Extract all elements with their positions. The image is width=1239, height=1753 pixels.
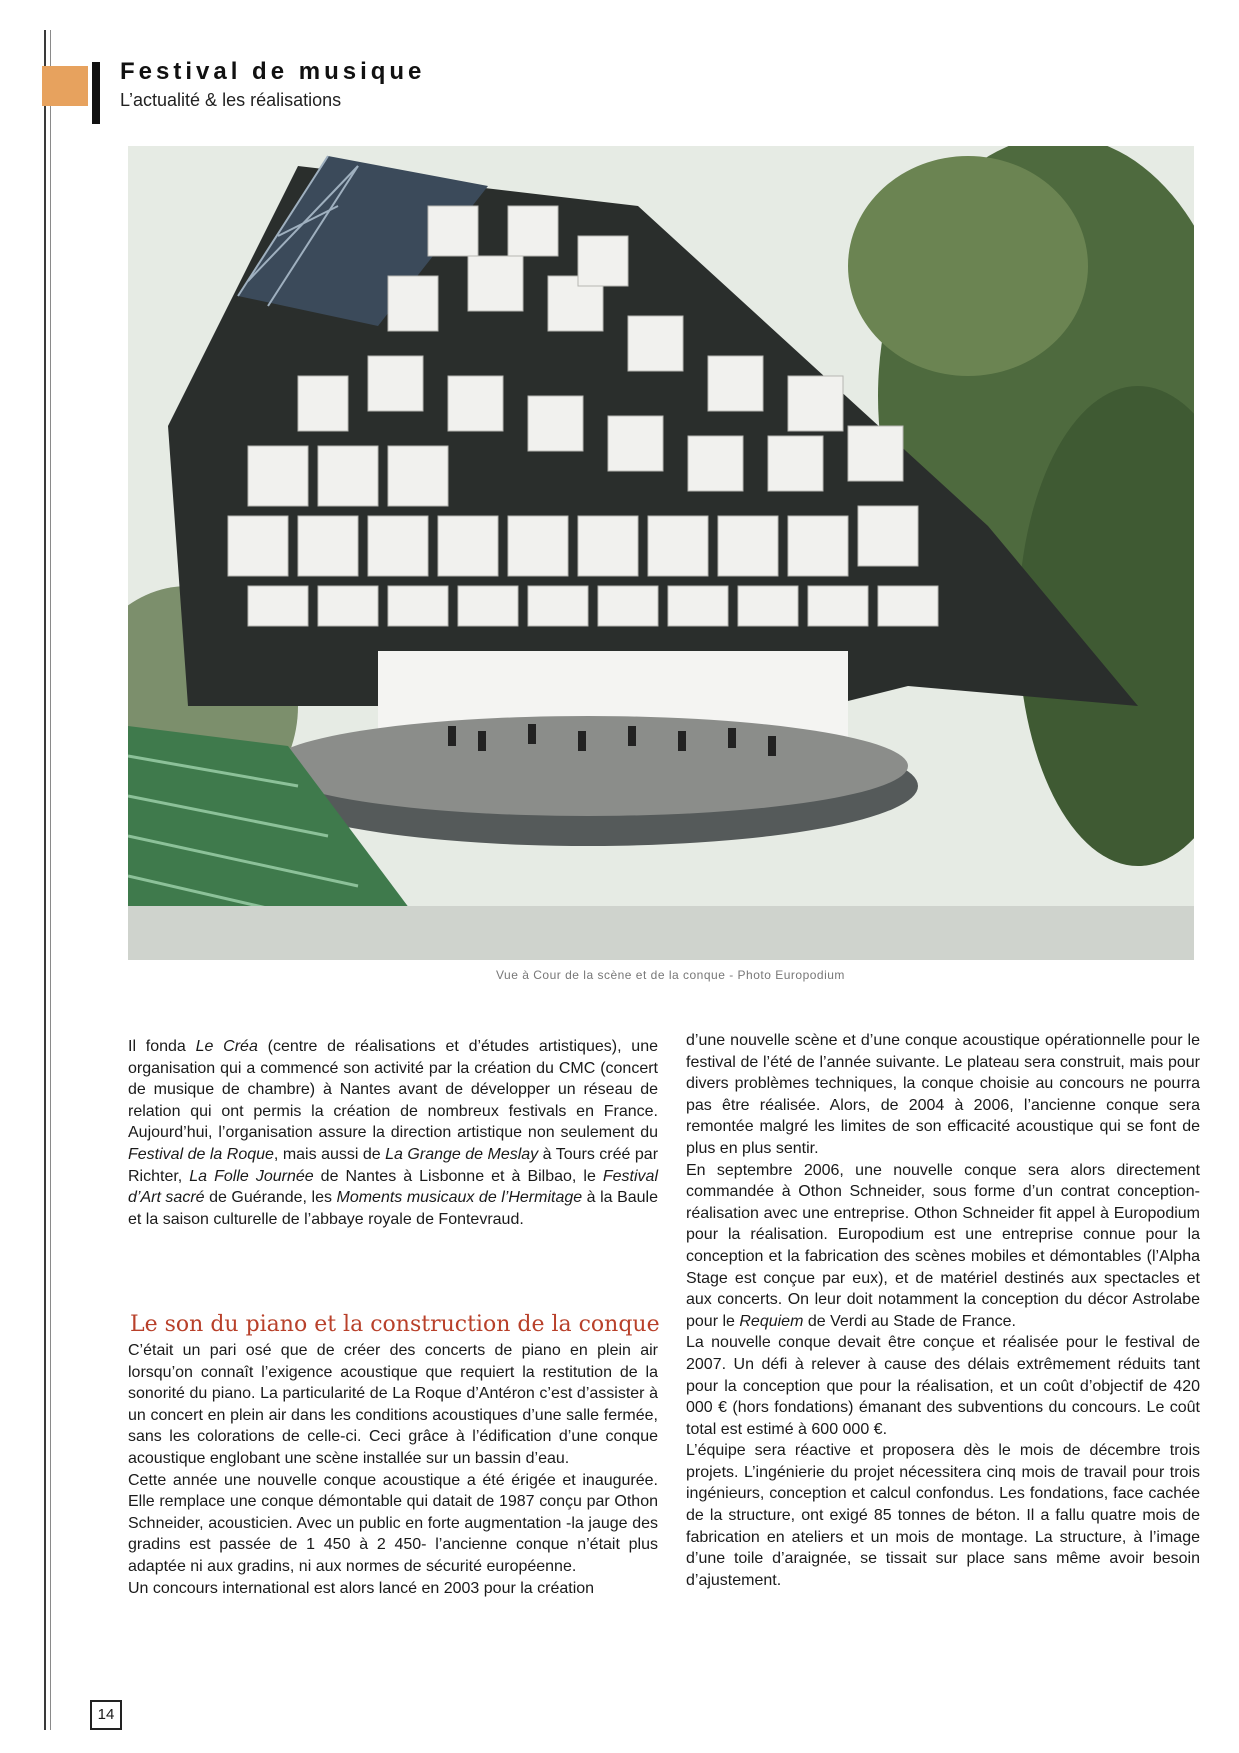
- section-tag-orange: [42, 66, 88, 106]
- paragraph: d’une nouvelle scène et d’une conque acoustique opérationnelle pour le festival de l’été de l’année suivante. Le plateau sera construit, mais pour divers problèmes techniques, la conque choisie au concours ne pourra pas être réalisée. Alors, de 2004 à 2006, l’ancienne conque sera remontée malgré les limites de son efficacité acoustique qui se font de plus en plus sentir.: [686, 1032, 1200, 1157]
- paragraph: L’équipe sera réactive et proposera dès le mois de décembre trois projets. L’ingénierie du projet nécessitera cinq mois de travail pour trois ingénieurs, conception et calcul confondus. Les fondations, face cachée de la structure, ont exigé 85 tonnes de béton. Il a fallu quatre mois de fabrication en ateliers et un mois de montage. La structure, à l’image d’une toile d’araignée, se tissait sur place sans même avoir besoin d’ajustement.: [686, 1442, 1200, 1589]
- intro-paragraph: Il fonda Le Créa (centre de réalisations et d’études artistiques), une organisation qui a commencé son activité par la création du CMC (concert de musique de chambre) à Nantes avant de développer un réseau de relation qui ont permis la création de nombreux festivals en France. Aujourd’hui, l’organisation assure la direction artistique non seulement du Festival de la Roque, mais aussi de La Grange de Meslay à Tours créé par Richter, La Folle Journée de Nantes à Lisbonne et à Bilbao, le Festival d’Art sacré de Guérande, les Moments musicaux de l’Hermitage à la Baule et la saison culturelle de l’abbaye royale de Fontevraud.: [128, 1038, 659, 1228]
- paragraph: La nouvelle conque devait être conçue et réalisée pour le festival de 2007. Un défi à relever à cause des délais extrêmement réduits tant pour la conception que pour la réalisation, et un coût d’objectif de 420 000 € (hors fondations) émanant des subventions du concours. Le coût total est estimé à 600 000 €.: [686, 1334, 1200, 1438]
- left-column-body: [128, 1340, 658, 1599]
- acoustic-shell-photo: [128, 146, 1194, 960]
- page-number: 14: [90, 1700, 122, 1730]
- paragraph: Cette année une nouvelle conque acoustique a été érigée et inaugurée. Elle remplace une conque démontable qui datait de 1987 conçu par Othon Schneider, acousticien. Avec un public en forte augmentation -la jauge des gradins est passée de 1 450 à 2 450- l’ancienne conque n’était plus adaptée ni aux gradins, ni aux normes de sécurité européenne.: [128, 1471, 658, 1575]
- section-tag-bar: [92, 62, 100, 124]
- binding-line-inner: [50, 30, 51, 1730]
- page-title: Festival de musique: [120, 58, 426, 85]
- binding-line: [44, 30, 46, 1730]
- stage-illustration: [128, 146, 1194, 960]
- paragraph: En septembre 2006, une nouvelle conque sera alors directement commandée à Othon Schneider, sous forme d’un contrat conception-réalisation avec une entreprise. Othon Schneider fit appel à Europodium pour la réalisation. Europodium est une entreprise connue pour la conception et la fabrication des scènes mobiles et démontables (l’Alpha Stage est conçue par eux), et de matériel destinés aux spectacles et aux concerts. On leur doit notamment la conception du décor Astrolabe pour le Requiem de Verdi au Stade de France.: [686, 1161, 1200, 1330]
- right-column-body: [686, 1030, 1200, 1591]
- paragraph: Un concours international est alors lancé en 2003 pour la création: [128, 1579, 595, 1597]
- section-heading: Le son du piano et la construction de la conque: [130, 1312, 660, 1337]
- page-subtitle: L’actualité & les réalisations: [120, 90, 342, 110]
- photo-caption: Vue à Cour de la scène et de la conque - Photo Europodium: [496, 968, 845, 982]
- paragraph: C’était un pari osé que de créer des concerts de piano en plein air lorsqu’on connaît l’exigence acoustique que requiert la restitution de la sonorité du piano. La particularité de La Roque d’Antéron c’est d’assister à un concert en plein air dans les conditions acoustiques d’une salle fermée, sans les colorations de celle-ci. Ceci grâce à l’édification d’une conque acoustique englobant une scène installée sur un bassin d’eau.: [128, 1342, 658, 1467]
